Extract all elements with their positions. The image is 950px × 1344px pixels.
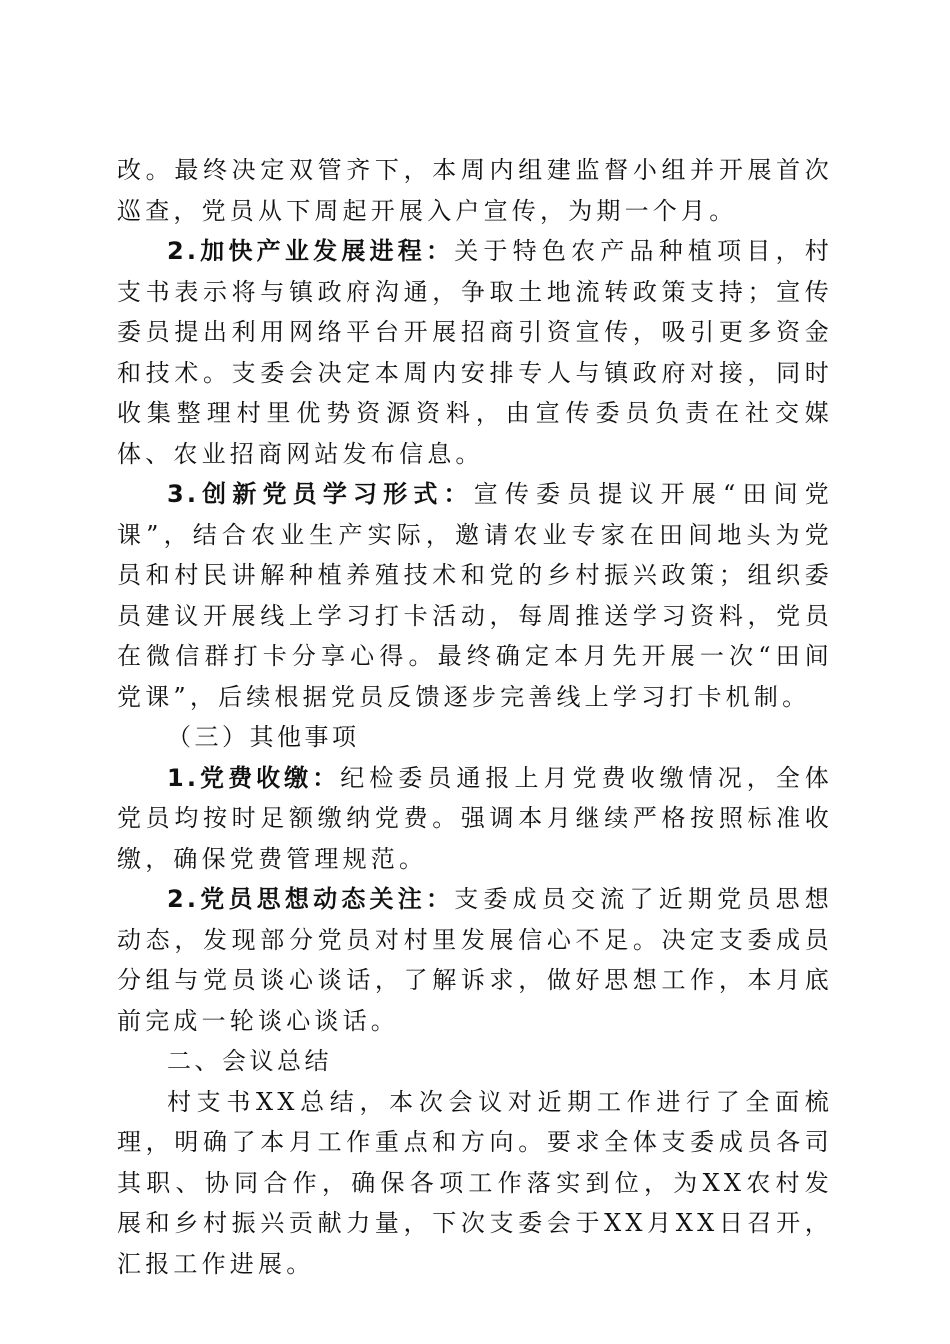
paragraph-summary: 村支书XX总结，本次会议对近期工作进行了全面梳理，明确了本月工作重点和方向。要求全体支委成员各司其职、协同合作，确保各项工作落实到位，为XX农村发展和乡村振兴贡献力量，下次支委会于XX月XX日召开，汇报工作进展。 (117, 1087, 833, 1278)
item-body-study: 宣传委员提议开展“田间党课”，结合农业生产实际，邀请农业专家在田间地头为党员和村民讲解种植养殖技术和党的乡村振兴政策；组织委员建议开展线上学习打卡活动，每周推送学习资料，党员在微信群打卡分享心得。最终确定本月先开展一次“田间党课”，后续根据党员反馈逐步完善线上学习打卡机制。 (117, 480, 833, 711)
paragraph-study-innovation (117, 474, 833, 717)
paragraph-party-dues (117, 758, 833, 880)
item-title-ideology: 2.党员思想动态关注： (167, 885, 455, 913)
item-title-industry: 2.加快产业发展进程： (167, 237, 455, 265)
paragraph-ideological-status (117, 879, 833, 1041)
paragraph-industry-development (117, 231, 833, 474)
section-heading-other-matters: （三）其他事项 (167, 723, 360, 751)
item-title-dues: 1.党费收缴： (167, 763, 341, 792)
item-body-industry: 关于特色农产品种植项目，村支书表示将与镇政府沟通，争取土地流转政策支持；宣传委员提出利用网络平台开展招商引资宣传，吸引更多资金和技术。支委会决定本周内安排专人与镇政府对接，同时收集整理村里优势资源资料，由宣传委员负责在社交媒体、农业招商网站发布信息。 (117, 237, 833, 468)
section-heading-summary: 二、会议总结 (167, 1047, 332, 1075)
item-body-ideology: 支委成员交流了近期党员思想动态，发现部分党员对村里发展信心不足。决定支委成员分组与党员谈心谈话，了解诉求，做好思想工作，本月底前完成一轮谈心谈话。 (117, 885, 833, 1035)
document-page (117, 150, 833, 1284)
item-body-dues: 纪检委员通报上月党费收缴情况，全体党员均按时足额缴纳党费。强调本月继续严格按照标准收缴，确保党费管理规范。 (117, 763, 833, 873)
paragraph-continuation: 改。最终决定双管齐下，本周内组建监督小组并开展首次巡查，党员从下周起开展入户宣传，为期一个月。 (117, 156, 833, 225)
item-title-study: 3.创新党员学习形式： (167, 480, 474, 508)
